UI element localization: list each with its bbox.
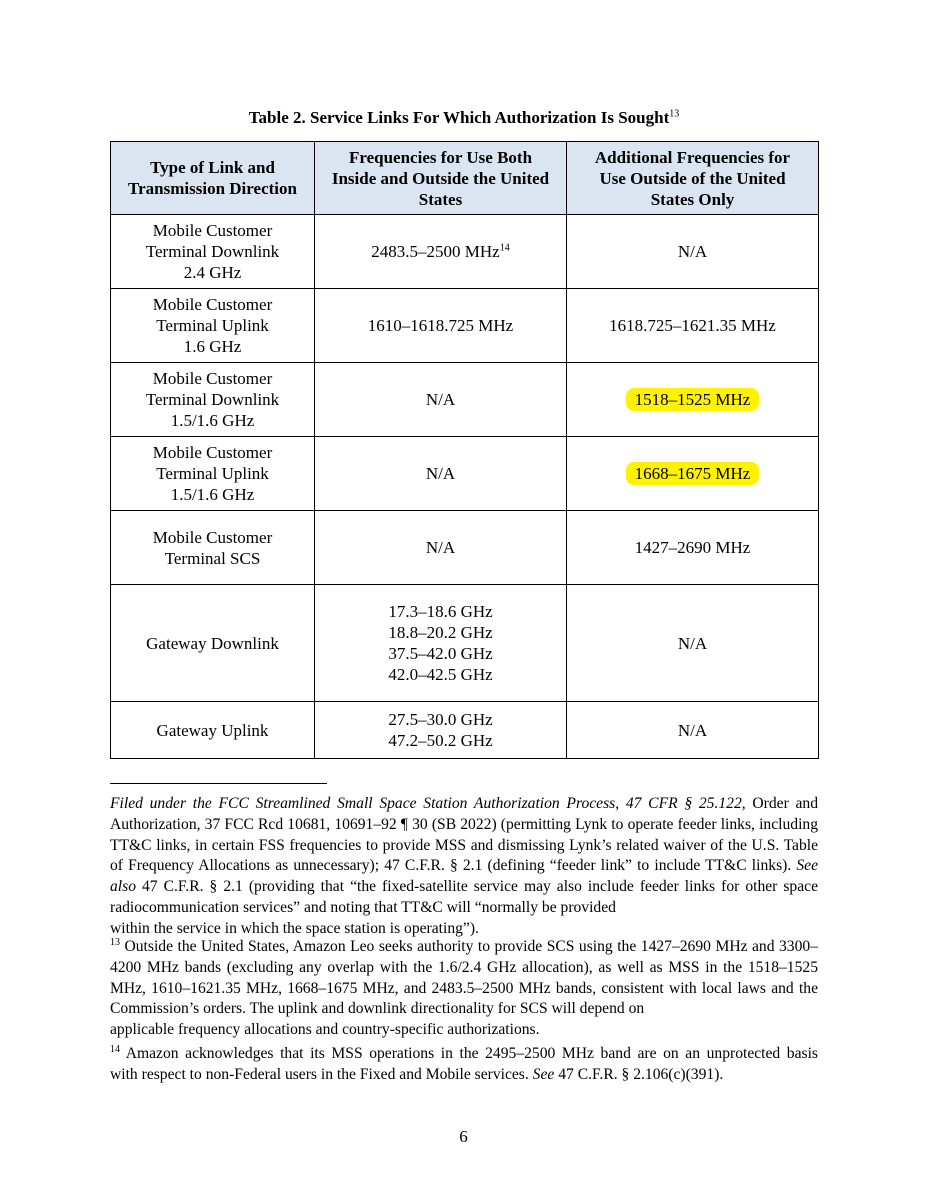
both-frequencies-cell <box>315 363 567 437</box>
page-number: 6 <box>459 1127 468 1146</box>
link-type-line: 1.6 GHz <box>183 337 242 356</box>
header-label: Transmission Direction <box>128 179 297 198</box>
frequency-line: 1610–1618.725 MHz <box>367 316 514 335</box>
frequency-line: 1427–2690 MHz <box>634 538 751 557</box>
frequency-line: 18.8–20.2 GHz <box>388 623 493 642</box>
table-title-text: Table 2. Service Links For Which Authorization Is Sought <box>248 108 670 127</box>
link-type-line: Mobile Customer <box>152 221 273 240</box>
table-row <box>111 437 819 511</box>
table-header-row <box>111 142 819 215</box>
service-links-table <box>110 141 819 759</box>
footnote-italic-lead: Filed under the FCC Streamlined Small Space Station Authorization Process, 47 CFR § 25.122 <box>110 795 742 812</box>
frequency-line: 27.5–30.0 GHz <box>388 710 493 729</box>
frequency-line: N/A <box>677 720 708 740</box>
table-row <box>111 585 819 702</box>
both-frequencies-cell <box>315 215 567 289</box>
frequency-line: N/A <box>425 464 456 483</box>
table-title <box>110 108 818 128</box>
frequency-line: 17.3–18.6 GHz <box>388 602 493 621</box>
table-row <box>111 289 819 363</box>
frequency-line: 37.5–42.0 GHz <box>388 644 493 663</box>
footnote-ref-13: 13 <box>669 108 680 120</box>
footnote-14 <box>110 1044 818 1086</box>
header-label: Use Outside of the United <box>599 168 786 188</box>
footnote-see: See <box>532 1065 555 1083</box>
footnote-text: within the service in which the space station is operating”). <box>110 919 479 937</box>
footnote-13 <box>110 937 818 1041</box>
footnote-continued <box>110 794 818 940</box>
footnote-separator <box>110 783 327 784</box>
header-cell <box>315 142 567 215</box>
link-type-line: Terminal Downlink <box>145 390 280 409</box>
outside-frequencies-cell <box>567 289 819 363</box>
header-label: States Only <box>650 189 735 209</box>
link-type-line: Mobile Customer <box>152 369 273 388</box>
link-type-line: Mobile Customer <box>152 527 273 547</box>
footnote-marker: 14 <box>110 1043 120 1055</box>
link-type-cell <box>111 511 315 585</box>
table-row <box>111 363 819 437</box>
both-frequencies-cell <box>315 702 567 759</box>
link-type-line: Mobile Customer <box>152 295 273 314</box>
link-type-line: Terminal Uplink <box>156 316 269 335</box>
footnote-first-line <box>110 1044 818 1065</box>
footnote-marker: 13 <box>110 936 120 948</box>
outside-frequencies-cell <box>567 585 819 702</box>
outside-frequencies-cell <box>567 511 819 585</box>
link-type-cell <box>111 437 315 511</box>
header-label: Frequencies for Use Both <box>348 147 533 167</box>
both-frequencies-cell <box>315 511 567 585</box>
footnote-see-also: See also <box>110 857 818 896</box>
link-type-line: 2.4 GHz <box>183 263 242 282</box>
frequency-line: 47.2–50.2 GHz <box>388 731 493 750</box>
frequency-line: N/A <box>425 390 456 409</box>
footnote-last-line <box>110 1065 818 1086</box>
both-frequencies-cell <box>315 585 567 702</box>
outside-frequencies-cell <box>567 363 819 437</box>
header-label: Inside and Outside the United <box>331 168 550 188</box>
footnote-text: Amazon acknowledges that its MSS operations in the 2495–2500 MHz band are on an unprotected basis <box>120 1045 818 1062</box>
link-type-line: Terminal Uplink <box>156 464 269 483</box>
outside-frequencies-cell <box>567 437 819 511</box>
link-type-line: Terminal Downlink <box>145 242 280 261</box>
frequency-line: N/A <box>425 538 456 557</box>
outside-frequencies-cell <box>567 702 819 759</box>
footnote-ref-14: 14 <box>499 242 510 254</box>
link-type-cell <box>111 215 315 289</box>
link-type-cell <box>111 289 315 363</box>
link-type-line: 1.5/1.6 GHz <box>170 485 255 504</box>
highlighted-frequency: 1668–1675 MHz <box>626 462 760 485</box>
header-cell <box>567 142 819 215</box>
both-frequencies-cell <box>315 437 567 511</box>
frequency-line: 2483.5–2500 MHz <box>371 242 500 261</box>
footnote-text: , Order and Authorization, 37 FCC Rcd 10681, 10691–92 ¶ 30 (SB 2022) (permitting Lynk to operate feeder links, including TT&C links, in certain FSS frequencies to provide MSS and dismissing Lynk’s related waiver of the U.S. Table of Frequency Allocations as unnecessary); 47 C.F.R. § 2.1 (defining “feeder link” to include TT&C links). <box>110 795 819 875</box>
link-type-cell <box>111 702 315 759</box>
header-cell <box>111 142 315 215</box>
footnote-text: with respect to non-Federal users in the Fixed and Mobile services. <box>110 1065 533 1083</box>
footnote-text: Outside the United States, Amazon Leo seeks authority to provide SCS using the 1427–2690 MHz and 3300–4200 MHz bands (excluding any overlap with the 1.6/2.4 GHz allocation), as well as MSS in the 1518–1525 MHz, 1610–1621.35 MHz, 1668–1675 MHz, and 2483.5–2500 MHz bands, consistent with local laws and the Commission’s orders. The uplink and downlink directionality for SCS will depend on <box>110 938 818 1018</box>
link-type-line: Gateway Uplink <box>156 720 269 740</box>
header-label: Additional Frequencies for <box>594 147 791 167</box>
frequency-line: N/A <box>677 633 708 653</box>
both-frequencies-cell <box>315 289 567 363</box>
table-row <box>111 511 819 585</box>
frequency-line: 42.0–42.5 GHz <box>388 665 493 684</box>
link-type-line: Mobile Customer <box>152 443 273 462</box>
link-type-cell <box>111 585 315 702</box>
footnote-text: 47 C.F.R. § 2.106(c)(391). <box>554 1065 724 1083</box>
footnote-text: 47 C.F.R. § 2.1 (providing that “the fixed-satellite service may also include feeder links for other space radiocommunication services” and noting that TT&C will “normally be provided <box>110 878 818 916</box>
frequency-line: 1618.725–1621.35 MHz <box>609 316 776 335</box>
table-row <box>111 215 819 289</box>
header-label: States <box>418 189 463 209</box>
footnote-text: applicable frequency allocations and country-specific authorizations. <box>110 1021 540 1039</box>
frequency-line: N/A <box>677 242 708 261</box>
table-row <box>111 702 819 759</box>
link-type-line: 1.5/1.6 GHz <box>170 411 255 430</box>
highlighted-frequency: 1518–1525 MHz <box>626 388 760 411</box>
header-label: Type of Link and <box>150 158 275 177</box>
link-type-cell <box>111 363 315 437</box>
link-type-line: Terminal SCS <box>164 548 261 568</box>
outside-frequencies-cell <box>567 215 819 289</box>
link-type-line: Gateway Downlink <box>146 633 279 653</box>
